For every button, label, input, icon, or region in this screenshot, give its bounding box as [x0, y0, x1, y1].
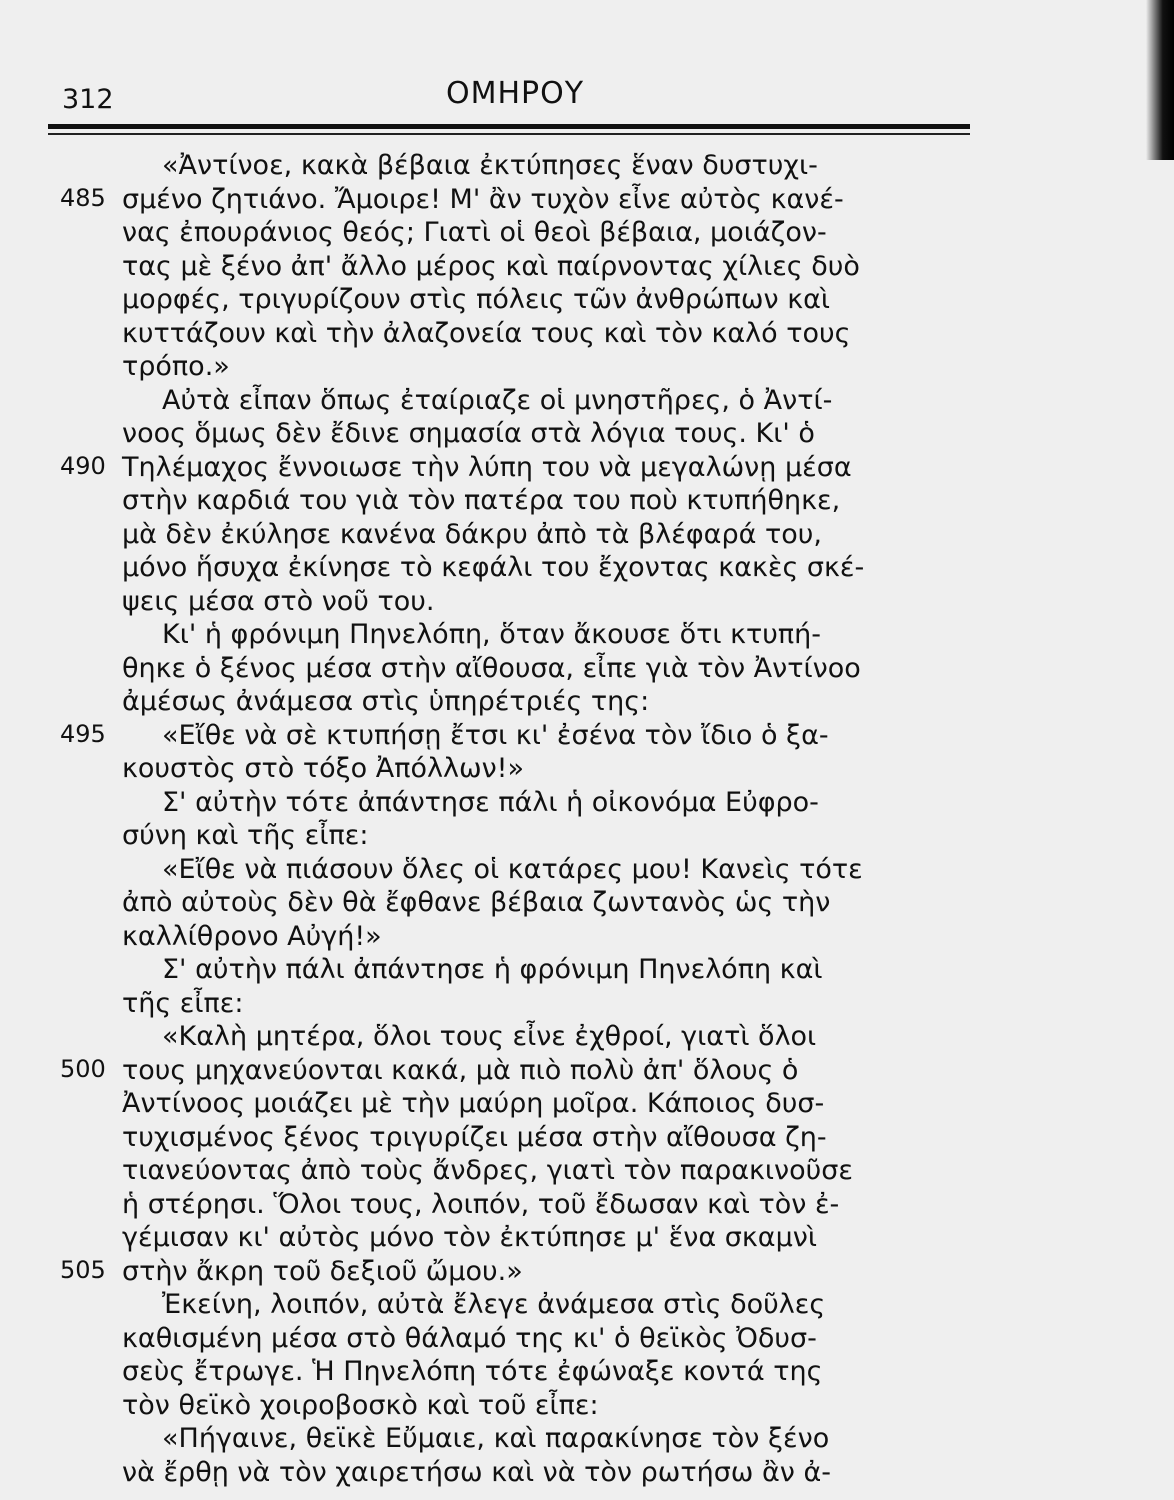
text-line: μορφές, τριγυρίζουν στὶς πόλεις τῶν ἀνθρώπων καὶ [122, 284, 831, 315]
text-line: στὴν καρδιά του γιὰ τὸν πατέρα του ποὺ κτυπήθηκε, [122, 485, 841, 516]
text-line: σεὺς ἔτρωγε. Ἡ Πηνελόπη τότε ἐφώναξε κοντά της [122, 1356, 823, 1387]
text-line: τιανεύοντας ἀπὸ τοὺς ἄνδρες, γιατὶ τὸν παρακινοῦσε [122, 1155, 853, 1186]
running-title: ΟΜΗΡΟΥ [445, 76, 585, 111]
text-line: τῆς εἶπε: [122, 987, 244, 1019]
text-line: Αὐτὰ εἶπαν ὅπως ἐταίριαζε οἱ μνηστῆρες, ὁ Ἀντί- [162, 384, 833, 416]
header-rule-thin [48, 133, 970, 135]
text-line: Κι' ἡ φρόνιμη Πηνελόπη, ὅταν ἄκουσε ὅτι κτυπή- [162, 619, 821, 650]
text-line: τας μὲ ξένο ἀπ' ἄλλο μέρος καὶ παίρνοντας χίλιες δυὸ [122, 250, 860, 282]
text-line: Σ' αὐτὴν τότε ἀπάντησε πάλι ἡ οἰκονόμα Εὐφρο- [162, 786, 819, 818]
text-line: κυττάζουν καὶ τὴν ἀλαζονεία τους καὶ τὸν καλό τους [122, 317, 851, 349]
text-line: τὸν θεϊκὸ χοιροβοσκὸ καὶ τοῦ εἶπε: [122, 1389, 599, 1421]
text-line: ψεις μέσα στὸ νοῦ του. [122, 585, 435, 617]
line-number: 505 [60, 1255, 106, 1284]
text-line: καθισμένη μέσα στὸ θάλαμό της κι' ὁ θεϊκὸς Ὀδυσ- [122, 1322, 817, 1354]
line-number: 490 [60, 451, 106, 480]
text-line: καλλίθρονο Αὐγή!» [122, 920, 382, 952]
text-line: Τηλέμαχος ἔννοιωσε τὴν λύπη του νὰ μεγαλώνῃ μέσα [122, 451, 852, 483]
text-line: ἀμέσως ἀνάμεσα στὶς ὑπηρέτριές της: [122, 686, 650, 717]
text-line: τους μηχανεύονται κακά, μὰ πιὸ πολὺ ἀπ' ὅλους ὁ [122, 1054, 799, 1086]
text-line: Ἐκείνη, λοιπόν, αὐτὰ ἔλεγε ἀνάμεσα στὶς δοῦλες [162, 1289, 826, 1320]
text-line: Σ' αὐτὴν πάλι ἀπάντησε ἡ φρόνιμη Πηνελόπη καὶ [162, 954, 823, 985]
text-line: σύνη καὶ τῆς εἶπε: [122, 820, 369, 851]
text-line: μόνο ἥσυχα ἐκίνησε τὸ κεφάλι του ἔχοντας κακὲς σκέ- [122, 552, 865, 583]
line-number: 500 [60, 1054, 106, 1083]
text-line: μὰ δὲν ἐκύλησε κανένα δάκρυ ἀπὸ τὰ βλέφαρά του, [122, 518, 822, 550]
text-line: στὴν ἄκρη τοῦ δεξιοῦ ὤμου.» [122, 1255, 523, 1287]
page-edge-shadow [1146, 0, 1174, 160]
text-line: «Πήγαινε, θεϊκὲ Εὔμαιε, καὶ παρακίνησε τὸν ξένο [162, 1423, 830, 1454]
text-line: κουστὸς στὸ τόξο Ἀπόλλων!» [122, 753, 525, 784]
line-number: 495 [60, 719, 106, 748]
text-line: γέμισαν κι' αὐτὸς μόνο τὸν ἐκτύπησε μ' ἕνα σκαμνὶ [122, 1222, 817, 1253]
text-line: νοος ὅμως δὲν ἔδινε σημασία στὰ λόγια τους. Κι' ὁ [122, 418, 815, 449]
text-line: «Ἀντίνοε, κακὰ βέβαια ἐκτύπησες ἕναν δυστυχι- [162, 150, 818, 181]
text-line: «Εἴθε νὰ πιάσουν ὅλες οἱ κατάρες μου! Κανεὶς τότε [162, 853, 863, 885]
text-line: ἀπὸ αὐτοὺς δὲν θὰ ἔφθανε βέβαια ζωντανὸς ὡς τὴν [122, 887, 831, 918]
text-line: ἡ στέρησι. Ὅλοι τους, λοιπόν, τοῦ ἔδωσαν καὶ τὸν ἐ- [122, 1188, 840, 1220]
text-line: τρόπο.» [122, 351, 230, 382]
text-line: τυχισμένος ξένος τριγυρίζει μέσα στὴν αἴθουσα ζη- [122, 1121, 827, 1153]
text-line: «Καλὴ μητέρα, ὅλοι τους εἶνε ἐχθροί, γιατὶ ὅλοι [162, 1021, 817, 1052]
text-line: «Εἴθε νὰ σὲ κτυπήσῃ ἔτσι κι' ἐσένα τὸν ἴδιο ὁ ξα- [162, 719, 829, 751]
page-header [60, 70, 970, 130]
page-number: 312 [62, 84, 114, 115]
text-line: νὰ ἔρθῃ νὰ τὸν χαιρετήσω καὶ νὰ τὸν ρωτήσω ἂν ἀ- [122, 1456, 832, 1488]
text-line: Ἀντίνοος μοιάζει μὲ τὴν μαύρη μοῖρα. Κάποιος δυσ- [122, 1088, 825, 1119]
text-line: θηκε ὁ ξένος μέσα στὴν αἴθουσα, εἶπε γιὰ τὸν Ἀντίνοο [122, 652, 861, 684]
text-line: νας ἐπουράνιος θεός; Γιατὶ οἱ θεοὶ βέβαια, μοιάζον- [122, 217, 827, 248]
text-line: σμένο ζητιάνο. Ἄμοιρε! Μ' ἂν τυχὸν εἶνε αὐτὸς κανέ- [122, 183, 844, 215]
header-rule-thick [48, 124, 970, 129]
line-number: 485 [60, 183, 106, 212]
